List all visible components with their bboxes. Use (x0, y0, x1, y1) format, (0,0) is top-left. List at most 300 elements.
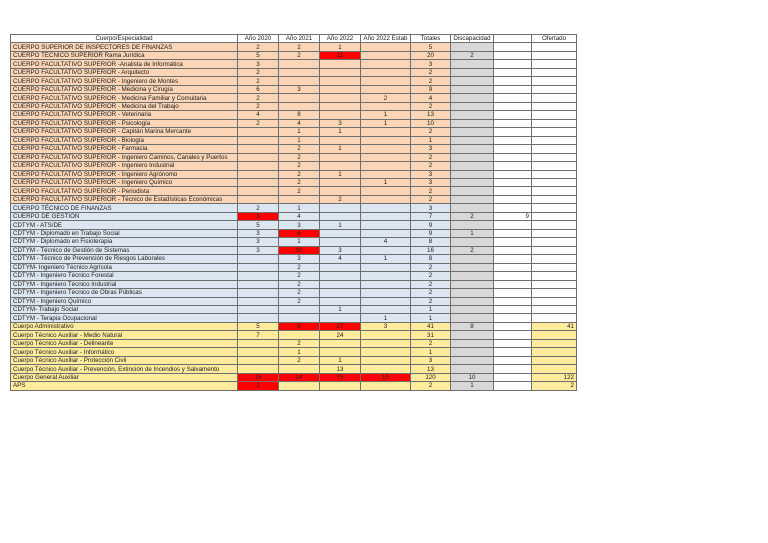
year-2022-estab-cell[interactable] (361, 263, 411, 271)
year-2021-cell[interactable]: 2 (279, 289, 320, 297)
discapacidad-cell[interactable] (451, 111, 494, 119)
totales-cell[interactable]: 3 (411, 60, 451, 68)
totales-cell[interactable]: 7 (411, 212, 451, 220)
year-2020-cell[interactable]: 2 (238, 102, 279, 110)
year-2021-cell[interactable] (279, 102, 320, 110)
year-2022-cell[interactable] (320, 68, 361, 76)
year-2022-estab-cell[interactable] (361, 212, 411, 220)
ofertado-cell[interactable] (532, 204, 577, 212)
extra-cell[interactable] (494, 43, 532, 51)
ofertado-cell[interactable] (532, 297, 577, 305)
totales-cell[interactable]: 120 (411, 373, 451, 381)
year-2021-cell[interactable] (279, 94, 320, 102)
totales-cell[interactable]: 9 (411, 221, 451, 229)
year-2022-cell[interactable]: 1 (320, 43, 361, 51)
year-2022-estab-cell[interactable] (361, 331, 411, 339)
totales-cell[interactable]: 13 (411, 111, 451, 119)
year-2022-estab-cell[interactable] (361, 339, 411, 347)
totales-cell[interactable]: 2 (411, 297, 451, 305)
year-2020-cell[interactable]: 2 (238, 94, 279, 102)
extra-cell[interactable] (494, 221, 532, 229)
year-2022-cell[interactable] (320, 111, 361, 119)
row-name-cell[interactable]: CUERPO FACULTATIVO SUPERIOR - Medicina Familiar y Comuitaria (11, 94, 238, 102)
discapacidad-cell[interactable] (451, 136, 494, 144)
row-name-cell[interactable]: CUERPO FACULTATIVO SUPERIOR - Psicología (11, 119, 238, 127)
year-2022-cell[interactable]: 1 (320, 170, 361, 178)
row-name-cell[interactable]: Cuerpo Técnico Auxiliar - Medio Natural (11, 331, 238, 339)
header-discapacidad[interactable]: Discapacidad (451, 35, 494, 43)
ofertado-cell[interactable]: 41 (532, 322, 577, 330)
year-2020-cell[interactable]: 2 (238, 77, 279, 85)
year-2020-cell[interactable]: 6 (238, 85, 279, 93)
ofertado-cell[interactable] (532, 119, 577, 127)
discapacidad-cell[interactable] (451, 263, 494, 271)
year-2022-cell[interactable]: 3 (320, 119, 361, 127)
totales-cell[interactable]: 1 (411, 314, 451, 322)
year-2021-cell[interactable]: 10 (279, 246, 320, 254)
extra-cell[interactable] (494, 382, 532, 390)
ofertado-cell[interactable] (532, 331, 577, 339)
year-2021-cell[interactable]: 2 (279, 297, 320, 305)
year-2022-cell[interactable] (320, 77, 361, 85)
row-name-cell[interactable]: CUERPO SUPERIOR DE INSPECTORES DE FINANZAS (11, 43, 238, 51)
row-name-cell[interactable]: CUERPO FACULTATIVO SUPERIOR - Veterinaria (11, 111, 238, 119)
row-name-cell[interactable]: CUERPO FACULTATIVO SUPERIOR - Capitán Marina Mercante (11, 128, 238, 136)
row-name-cell[interactable]: CUERPO FACULTATIVO SUPERIOR - Biología (11, 136, 238, 144)
year-2022-cell[interactable] (320, 94, 361, 102)
extra-cell[interactable] (494, 314, 532, 322)
year-2021-cell[interactable]: 1 (279, 204, 320, 212)
discapacidad-cell[interactable] (451, 331, 494, 339)
year-2022-cell[interactable]: 11 (320, 51, 361, 59)
ofertado-cell[interactable] (532, 68, 577, 76)
totales-cell[interactable]: 5 (411, 43, 451, 51)
discapacidad-cell[interactable] (451, 238, 494, 246)
year-2022-cell[interactable]: 75 (320, 373, 361, 381)
header-year-2020[interactable]: Año 2020 (238, 35, 279, 43)
totales-cell[interactable]: 2 (411, 153, 451, 161)
extra-cell[interactable] (494, 238, 532, 246)
year-2021-cell[interactable]: 1 (279, 348, 320, 356)
year-2022-estab-cell[interactable] (361, 85, 411, 93)
year-2022-estab-cell[interactable] (361, 153, 411, 161)
year-2022-estab-cell[interactable] (361, 128, 411, 136)
totales-cell[interactable]: 2 (411, 263, 451, 271)
year-2022-estab-cell[interactable] (361, 162, 411, 170)
header-totales[interactable]: Totales (411, 35, 451, 43)
totales-cell[interactable]: 16 (411, 246, 451, 254)
extra-cell[interactable] (494, 178, 532, 186)
year-2020-cell[interactable] (238, 339, 279, 347)
year-2020-cell[interactable] (238, 280, 279, 288)
row-name-cell[interactable]: CDTYM - Ingeniero Técnico Industrial (11, 280, 238, 288)
year-2022-estab-cell[interactable] (361, 187, 411, 195)
year-2022-estab-cell[interactable]: 15 (361, 373, 411, 381)
year-2021-cell[interactable]: 2 (279, 170, 320, 178)
year-2022-cell[interactable]: 1 (320, 128, 361, 136)
discapacidad-cell[interactable] (451, 60, 494, 68)
extra-cell[interactable] (494, 373, 532, 381)
row-name-cell[interactable]: APS (11, 382, 238, 390)
year-2020-cell[interactable]: 3 (238, 246, 279, 254)
row-name-cell[interactable]: CUERPO FACULTATIVO SUPERIOR - Ingeniero Químico (11, 178, 238, 186)
extra-cell[interactable] (494, 348, 532, 356)
discapacidad-cell[interactable]: 1 (451, 229, 494, 237)
row-name-cell[interactable]: CUERPO FACULTATIVO SUPERIOR - Ingeniero Caminos, Canales y Puertos (11, 153, 238, 161)
year-2022-estab-cell[interactable] (361, 51, 411, 59)
year-2021-cell[interactable]: 3 (279, 85, 320, 93)
year-2020-cell[interactable] (238, 263, 279, 271)
row-name-cell[interactable]: CUERPO FACULTATIVO SUPERIOR - Arquitecto (11, 68, 238, 76)
year-2022-estab-cell[interactable]: 1 (361, 119, 411, 127)
year-2021-cell[interactable] (279, 365, 320, 373)
extra-cell[interactable] (494, 365, 532, 373)
year-2022-estab-cell[interactable]: 1 (361, 255, 411, 263)
extra-cell[interactable] (494, 153, 532, 161)
year-2022-cell[interactable] (320, 212, 361, 220)
row-name-cell[interactable]: CDTYM - ATS/DE (11, 221, 238, 229)
extra-cell[interactable] (494, 145, 532, 153)
row-name-cell[interactable]: CUERPO FACULTATIVO SUPERIOR - Periodista (11, 187, 238, 195)
year-2020-cell[interactable] (238, 365, 279, 373)
totales-cell[interactable]: 2 (411, 187, 451, 195)
header-ofertado[interactable]: Ofertado (532, 35, 577, 43)
extra-cell[interactable] (494, 119, 532, 127)
year-2021-cell[interactable]: 1 (279, 128, 320, 136)
year-2021-cell[interactable] (279, 306, 320, 314)
year-2020-cell[interactable] (238, 136, 279, 144)
year-2020-cell[interactable]: 2 (238, 204, 279, 212)
extra-cell[interactable] (494, 263, 532, 271)
header-year-2022-estab[interactable]: Año 2022 Estab (361, 35, 411, 43)
discapacidad-cell[interactable] (451, 314, 494, 322)
year-2022-estab-cell[interactable]: 3 (361, 322, 411, 330)
discapacidad-cell[interactable]: 8 (451, 322, 494, 330)
year-2020-cell[interactable] (238, 153, 279, 161)
year-2022-cell[interactable] (320, 297, 361, 305)
extra-cell[interactable] (494, 297, 532, 305)
extra-cell[interactable] (494, 94, 532, 102)
year-2021-cell[interactable] (279, 77, 320, 85)
year-2020-cell[interactable] (238, 289, 279, 297)
year-2022-cell[interactable]: 4 (320, 255, 361, 263)
year-2022-estab-cell[interactable] (361, 145, 411, 153)
year-2021-cell[interactable]: 2 (279, 145, 320, 153)
year-2021-cell[interactable]: 3 (279, 221, 320, 229)
ofertado-cell[interactable] (532, 60, 577, 68)
extra-cell[interactable] (494, 280, 532, 288)
year-2021-cell[interactable]: 2 (279, 356, 320, 364)
year-2020-cell[interactable]: 5 (238, 221, 279, 229)
totales-cell[interactable]: 3 (411, 356, 451, 364)
ofertado-cell[interactable] (532, 102, 577, 110)
row-name-cell[interactable]: CUERPO FACULTATIVO SUPERIOR - Medicina y Cirugía (11, 85, 238, 93)
year-2022-cell[interactable] (320, 162, 361, 170)
discapacidad-cell[interactable] (451, 306, 494, 314)
discapacidad-cell[interactable] (451, 85, 494, 93)
totales-cell[interactable]: 20 (411, 51, 451, 59)
discapacidad-cell[interactable] (451, 272, 494, 280)
discapacidad-cell[interactable] (451, 365, 494, 373)
totales-cell[interactable]: 2 (411, 289, 451, 297)
year-2020-cell[interactable] (238, 170, 279, 178)
year-2022-estab-cell[interactable] (361, 280, 411, 288)
ofertado-cell[interactable] (532, 153, 577, 161)
row-name-cell[interactable]: Cuerpo General Auxiliar (11, 373, 238, 381)
discapacidad-cell[interactable] (451, 170, 494, 178)
totales-cell[interactable]: 2 (411, 339, 451, 347)
year-2021-cell[interactable]: 1 (279, 238, 320, 246)
year-2020-cell[interactable]: 2 (238, 43, 279, 51)
totales-cell[interactable]: 1 (411, 348, 451, 356)
year-2022-estab-cell[interactable] (361, 221, 411, 229)
year-2022-estab-cell[interactable] (361, 229, 411, 237)
row-name-cell[interactable]: Cuerpo Técnico Auxiliar - Delineante (11, 339, 238, 347)
year-2021-cell[interactable]: 2 (279, 187, 320, 195)
totales-cell[interactable]: 2 (411, 68, 451, 76)
ofertado-cell[interactable] (532, 221, 577, 229)
discapacidad-cell[interactable] (451, 94, 494, 102)
year-2020-cell[interactable] (238, 297, 279, 305)
ofertado-cell[interactable] (532, 339, 577, 347)
totales-cell[interactable]: 3 (411, 145, 451, 153)
row-name-cell[interactable]: Cuerpo Técnico Auxiliar - Informático (11, 348, 238, 356)
discapacidad-cell[interactable]: 2 (451, 212, 494, 220)
extra-cell[interactable] (494, 162, 532, 170)
row-name-cell[interactable]: CDTYM - Ingeniero Técnico Forestal (11, 272, 238, 280)
discapacidad-cell[interactable] (451, 221, 494, 229)
year-2020-cell[interactable]: 16 (238, 373, 279, 381)
ofertado-cell[interactable] (532, 94, 577, 102)
year-2020-cell[interactable] (238, 356, 279, 364)
ofertado-cell[interactable] (532, 128, 577, 136)
ofertado-cell[interactable] (532, 255, 577, 263)
ofertado-cell[interactable] (532, 314, 577, 322)
year-2022-estab-cell[interactable] (361, 102, 411, 110)
year-2020-cell[interactable] (238, 162, 279, 170)
row-name-cell[interactable]: CDTYM - Ingeniero Técnico de Obras Públicas (11, 289, 238, 297)
extra-cell[interactable] (494, 204, 532, 212)
year-2021-cell[interactable]: 1 (279, 136, 320, 144)
totales-cell[interactable]: 3 (411, 204, 451, 212)
extra-cell[interactable] (494, 229, 532, 237)
year-2020-cell[interactable] (238, 145, 279, 153)
year-2022-estab-cell[interactable] (361, 60, 411, 68)
row-name-cell[interactable]: CUERPO FACULTATIVO SUPERIOR -Analista de Informática (11, 60, 238, 68)
totales-cell[interactable]: 13 (411, 365, 451, 373)
row-name-cell[interactable]: CUERPO FACULTATIVO SUPERIOR - Ingeniero de Montes (11, 77, 238, 85)
discapacidad-cell[interactable] (451, 348, 494, 356)
totales-cell[interactable]: 1 (411, 136, 451, 144)
year-2021-cell[interactable]: 14 (279, 373, 320, 381)
year-2022-estab-cell[interactable] (361, 136, 411, 144)
year-2022-cell[interactable]: 24 (320, 331, 361, 339)
year-2022-cell[interactable]: 13 (320, 365, 361, 373)
year-2022-estab-cell[interactable]: 1 (361, 178, 411, 186)
totales-cell[interactable]: 1 (411, 306, 451, 314)
ofertado-cell[interactable] (532, 272, 577, 280)
year-2022-cell[interactable] (320, 339, 361, 347)
row-name-cell[interactable]: CUERPO FACULTATIVO SUPERIOR - Farmacia (11, 145, 238, 153)
extra-cell[interactable] (494, 356, 532, 364)
year-2022-estab-cell[interactable] (361, 272, 411, 280)
totales-cell[interactable]: 2 (411, 162, 451, 170)
year-2020-cell[interactable]: 3 (238, 238, 279, 246)
year-2022-cell[interactable]: 1 (320, 221, 361, 229)
extra-cell[interactable] (494, 128, 532, 136)
discapacidad-cell[interactable] (451, 297, 494, 305)
year-2022-estab-cell[interactable] (361, 77, 411, 85)
year-2022-cell[interactable]: 2 (320, 195, 361, 203)
year-2021-cell[interactable]: 2 (279, 263, 320, 271)
year-2020-cell[interactable] (238, 128, 279, 136)
year-2022-cell[interactable] (320, 136, 361, 144)
year-2022-estab-cell[interactable] (361, 365, 411, 373)
year-2021-cell[interactable]: 6 (279, 322, 320, 330)
discapacidad-cell[interactable]: 10 (451, 373, 494, 381)
year-2021-cell[interactable] (279, 331, 320, 339)
header-empty[interactable] (494, 35, 532, 43)
totales-cell[interactable]: 3 (411, 170, 451, 178)
year-2022-cell[interactable] (320, 314, 361, 322)
year-2022-cell[interactable]: 27 (320, 322, 361, 330)
year-2020-cell[interactable] (238, 272, 279, 280)
year-2020-cell[interactable] (238, 314, 279, 322)
ofertado-cell[interactable] (532, 212, 577, 220)
extra-cell[interactable] (494, 60, 532, 68)
year-2021-cell[interactable] (279, 60, 320, 68)
extra-cell[interactable] (494, 51, 532, 59)
row-name-cell[interactable]: CUERPO FACULTATIVO SUPERIOR - Técnico de Estadísticas Económicas (11, 195, 238, 203)
year-2021-cell[interactable]: 2 (279, 43, 320, 51)
totales-cell[interactable]: 2 (411, 128, 451, 136)
row-name-cell[interactable]: CDTYM - Técnico de Gestión de Sistemas (11, 246, 238, 254)
extra-cell[interactable] (494, 272, 532, 280)
discapacidad-cell[interactable] (451, 102, 494, 110)
discapacidad-cell[interactable] (451, 162, 494, 170)
ofertado-cell[interactable] (532, 348, 577, 356)
year-2022-estab-cell[interactable] (361, 246, 411, 254)
year-2022-cell[interactable] (320, 272, 361, 280)
row-name-cell[interactable]: CUERPO DE GESTIÓN (11, 212, 238, 220)
year-2022-cell[interactable] (320, 280, 361, 288)
year-2020-cell[interactable] (238, 187, 279, 195)
year-2022-estab-cell[interactable] (361, 204, 411, 212)
extra-cell[interactable]: 9 (494, 212, 532, 220)
ofertado-cell[interactable] (532, 187, 577, 195)
totales-cell[interactable]: 2 (411, 102, 451, 110)
row-name-cell[interactable]: CUERPO TÉCNICO SUPERIOR Rama Jurídica (11, 51, 238, 59)
year-2022-cell[interactable] (320, 263, 361, 271)
ofertado-cell[interactable] (532, 195, 577, 203)
discapacidad-cell[interactable] (451, 204, 494, 212)
discapacidad-cell[interactable]: 2 (451, 51, 494, 59)
ofertado-cell[interactable] (532, 162, 577, 170)
year-2022-estab-cell[interactable] (361, 170, 411, 178)
discapacidad-cell[interactable] (451, 153, 494, 161)
year-2022-estab-cell[interactable] (361, 348, 411, 356)
ofertado-cell[interactable] (532, 263, 577, 271)
totales-cell[interactable]: 10 (411, 119, 451, 127)
year-2022-cell[interactable]: 3 (320, 246, 361, 254)
year-2021-cell[interactable]: 2 (279, 339, 320, 347)
year-2021-cell[interactable]: 2 (279, 51, 320, 59)
year-2020-cell[interactable] (238, 195, 279, 203)
totales-cell[interactable]: 8 (411, 238, 451, 246)
row-name-cell[interactable]: CDTYM - Terapia Ocupacional (11, 314, 238, 322)
discapacidad-cell[interactable] (451, 178, 494, 186)
year-2022-cell[interactable] (320, 187, 361, 195)
year-2022-cell[interactable]: 1 (320, 145, 361, 153)
year-2022-estab-cell[interactable]: 1 (361, 314, 411, 322)
row-name-cell[interactable]: Cuerpo Administrativo (11, 322, 238, 330)
year-2022-cell[interactable] (320, 153, 361, 161)
year-2022-cell[interactable]: 1 (320, 306, 361, 314)
year-2022-estab-cell[interactable] (361, 297, 411, 305)
year-2022-estab-cell[interactable] (361, 68, 411, 76)
extra-cell[interactable] (494, 246, 532, 254)
year-2020-cell[interactable] (238, 348, 279, 356)
ofertado-cell[interactable] (532, 178, 577, 186)
year-2022-cell[interactable] (320, 238, 361, 246)
row-name-cell[interactable]: CUERPO FACULTATIVO SUPERIOR - Ingeniero Agrónomo (11, 170, 238, 178)
extra-cell[interactable] (494, 77, 532, 85)
row-name-cell[interactable]: Cuerpo Técnico Auxiliar - Prevención, Extinción de Incendios y Salvamento (11, 365, 238, 373)
year-2020-cell[interactable]: 2 (238, 119, 279, 127)
header-year-2021[interactable]: Año 2021 (279, 35, 320, 43)
extra-cell[interactable] (494, 306, 532, 314)
row-name-cell[interactable]: CDTYM - Ingeniero Químico (11, 297, 238, 305)
ofertado-cell[interactable] (532, 170, 577, 178)
ofertado-cell[interactable]: 2 (532, 382, 577, 390)
year-2022-cell[interactable]: 1 (320, 356, 361, 364)
ofertado-cell[interactable] (532, 85, 577, 93)
ofertado-cell[interactable] (532, 238, 577, 246)
ofertado-cell[interactable] (532, 365, 577, 373)
extra-cell[interactable] (494, 102, 532, 110)
totales-cell[interactable]: 2 (411, 195, 451, 203)
discapacidad-cell[interactable] (451, 187, 494, 195)
totales-cell[interactable]: 8 (411, 255, 451, 263)
totales-cell[interactable]: 4 (411, 94, 451, 102)
year-2022-cell[interactable] (320, 229, 361, 237)
extra-cell[interactable] (494, 322, 532, 330)
discapacidad-cell[interactable] (451, 255, 494, 263)
extra-cell[interactable] (494, 170, 532, 178)
header-year-2022[interactable]: Año 2022 (320, 35, 361, 43)
year-2022-estab-cell[interactable] (361, 195, 411, 203)
row-name-cell[interactable]: CUERPO TÉCNICO DE FINANZAS (11, 204, 238, 212)
ofertado-cell[interactable] (532, 136, 577, 144)
ofertado-cell[interactable] (532, 356, 577, 364)
row-name-cell[interactable]: Cuerpo Técnico Auxiliar - Protección Civil (11, 356, 238, 364)
year-2022-estab-cell[interactable]: 2 (361, 94, 411, 102)
year-2022-estab-cell[interactable] (361, 382, 411, 390)
totales-cell[interactable]: 2 (411, 280, 451, 288)
discapacidad-cell[interactable]: 1 (451, 382, 494, 390)
totales-cell[interactable]: 9 (411, 229, 451, 237)
extra-cell[interactable] (494, 136, 532, 144)
ofertado-cell[interactable] (532, 246, 577, 254)
totales-cell[interactable]: 3 (411, 178, 451, 186)
ofertado-cell[interactable] (532, 43, 577, 51)
discapacidad-cell[interactable] (451, 43, 494, 51)
year-2020-cell[interactable]: 2 (238, 382, 279, 390)
totales-cell[interactable]: 41 (411, 322, 451, 330)
ofertado-cell[interactable] (532, 145, 577, 153)
year-2022-estab-cell[interactable] (361, 356, 411, 364)
row-name-cell[interactable]: CDTYM- Ingeniero Técnico Agrícola (11, 263, 238, 271)
